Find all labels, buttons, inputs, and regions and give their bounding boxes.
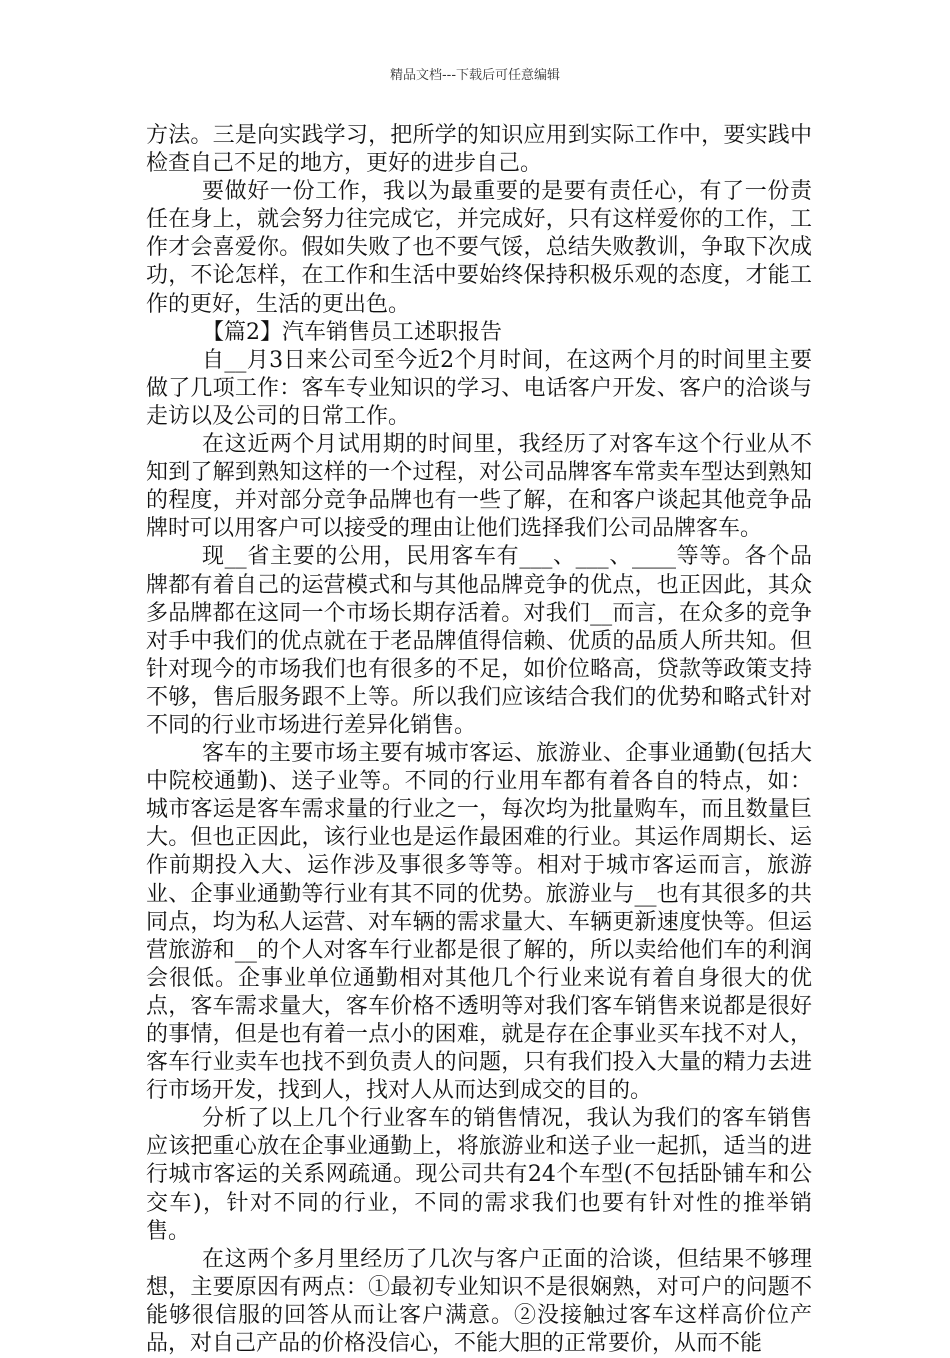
paragraph-analysis: 分析了以上几个行业客车的销售情况，我认为我们的客车销售应该把重心放在企事业通勤上，将旅游业和送子业一起抓，适当的进行城市客运的关系网疏通。现公司共有24个车型(不包括卧铺车和公交车)，针对不同的行业，不同的需求我们也要有针对性的推举销售。: [146, 1106, 812, 1244]
paragraph-responsibility: 要做好一份工作，我以为最重要的是要有责任心，有了一份责任在身上，就会努力往完成它，并完成好，只有这样爱你的工作，工作才会喜爱你。假如失败了也不要气馁，总结失败教训，争取下次成功，不论怎样，在工作和生活中要始终保持积极乐观的态度，才能工作的更好，生活的更出色。: [146, 179, 812, 317]
paragraph-market-brands: 现__省主要的公用，民用客车有___、___、____等等。各个品牌都有着自己的运营模式和与其他品牌竞争的优点，也正因此，其众多品牌都在这同一个市场长期存活着。对我们__而言，在众多的竞争对手中我们的优点就在于老品牌值得信赖、优质的品质人所共知。但针对现今的市场我们也有很多的不足，如价位略高，贷款等政策支持不够，售后服务跟不上等。所以我们应该结合我们的优势和略式针对不同的行业市场进行差异化销售。: [146, 544, 812, 738]
paragraph-continuation: 方法。三是向实践学习，把所学的知识应用到实际工作中，要实践中检查自己不足的地方，更好的进步自己。: [146, 123, 812, 177]
paragraph-main-markets: 客车的主要市场主要有城市客运、旅游业、企事业通勤(包括大中院校通勤)、送子业等。不同的行业用车都有着各自的特点，如：城市客运是客车需求量的行业之一，每次均为批量购车，而且数量巨大。但也正因此，该行业也是运作最困难的行业。其运作周期长、运作前期投入大、运作涉及事很多等等。相对于城市客运而言，旅游业、企事业通勤等行业有其不同的优势。旅游业与__也有其很多的共同点，均为私人运营、对车辆的需求量大、车辆更新速度快等。但运营旅游和__的个人对客车行业都是很了解的，所以卖给他们车的利润会很低。企事业单位通勤相对其他几个行业来说有着自身很大的优点，客车需求量大，客车价格不透明等对我们客车销售来说都是很好的事情，但是也有着一点小的困难，就是存在企事业买车找不对人，客车行业卖车也找不到负责人的问题，只有我们投入大量的精力去进行市场开发，找到人，找对人从而达到成交的目的。: [146, 741, 812, 1104]
document-body: [146, 122, 812, 1358]
page-header: 精品文档---下载后可任意编辑: [389, 68, 561, 83]
paragraph-probation: 在这近两个月试用期的时间里，我经历了对客车这个行业从不知到了解到熟知这样的一个过程，对公司品牌客车常卖车型达到熟知的程度，并对部分竞争品牌也有一些了解，在和客户谈起其他竞争品牌时可以用客户可以接受的理由让他们选择我们公司品牌客车。: [146, 432, 812, 542]
paragraph-intro: 自__月3日来公司至今近2个月时间，在这两个月的时间里主要做了几项工作：客车专业知识的学习、电话客户开发、客户的洽谈与走访以及公司的日常工作。: [146, 347, 812, 429]
section-heading: 【篇2】汽车销售员工述职报告: [202, 319, 502, 345]
paragraph-negotiation: 在这两个多月里经历了几次与客户正面的洽谈，但结果不够理想，主要原因有两点：①最初专业知识不是很娴熟，对可户的问题不能够很信服的回答从而让客户满意。②没接触过客车这样高价位产品，对自己产品的价格没信心，不能大胆的正常要价，从而不能: [146, 1246, 812, 1357]
